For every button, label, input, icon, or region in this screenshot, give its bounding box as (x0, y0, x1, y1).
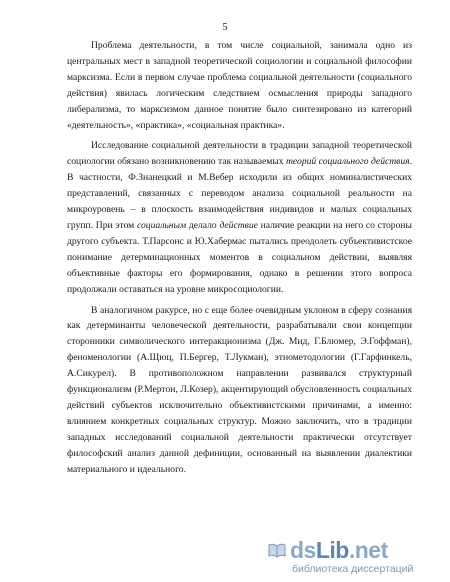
italic-term: социальным (136, 219, 187, 231)
watermark-ds: ds (290, 536, 316, 563)
text-segment: делало (186, 219, 220, 231)
text-segment: Проблема деятельности, в том числе социальной, занимала одно из центральных мест в западной теоретической социологии и социальной философии марксизма. Если в первом случае проблема социальной деятельности (социального действия) явилась логическим следствием осмысления природы западного либерализма, то марксизмом данное понятие было синтезировано из категорий «деятельность», «практика», «социальная практика». (67, 40, 412, 131)
text-segment: Исследование социальной деятельности в традиции западной теоретической социологии обязано возникновению так называемых (67, 140, 412, 168)
italic-term: теорий социального действия (285, 156, 410, 168)
watermark-subtitle: библиотека диссертаций (292, 563, 414, 575)
body-text (67, 38, 412, 482)
open-book-icon (268, 542, 286, 558)
text-segment: . В частности, Ф.Знанецкий и М.Вебер исходили из общих номиналистических представлений, связанных с переводом анализа социальной реальности на микроуровень – в плоскость взаимодействия индивидов и малых социальных групп. При этом (67, 156, 412, 231)
dslib-watermark-logo (290, 538, 440, 576)
page-number: 5 (222, 22, 228, 33)
watermark-net: .net (348, 536, 388, 563)
text-segment: В аналогичном ракурсе, но с еще более очевидным уклоном в сферу сознания как детерминанты человеческой деятельности, разрабатывали свои концепции сторонники символического интеракционизма (Дж. Мид, Г.Блюмер, Э.Гоффман), феноменологии (А.Щюц, П.Бергер, Т.Лукман), этнометодологии (Г.Гарфинкель, А.Сикурел). В противоположном направлении развивался структурный функционализм (Р.Мертон, Л.Козер), акцентирующий обусловленность социальных действий субъектов исключительно объективистскими причинами, а именно: влиянием конкретных социальных структур. Можно заключить, что в традиции западных исследований социальной деятельности практически отсутствует философский анализ данной дефиниции, основанный на выявлении диалектики материального и идеального. (67, 304, 412, 475)
italic-term: действие (219, 219, 258, 231)
paragraph (67, 138, 412, 297)
watermark-wordmark (290, 538, 388, 562)
watermark-lib: Lib (315, 536, 349, 563)
text-segment: наличие реакции на него со стороны другого субъекта. Т.Парсонс и Ю.Хабермас пытались преодолеть субъективистское понимание детерминационных моментов в социальном действии, выявляя объективные факторы его формирования, однако в решении этого вопроса продолжали оставаться на уровне микросоциологии. (67, 219, 412, 295)
paragraph (67, 38, 412, 133)
paragraph (67, 303, 412, 478)
